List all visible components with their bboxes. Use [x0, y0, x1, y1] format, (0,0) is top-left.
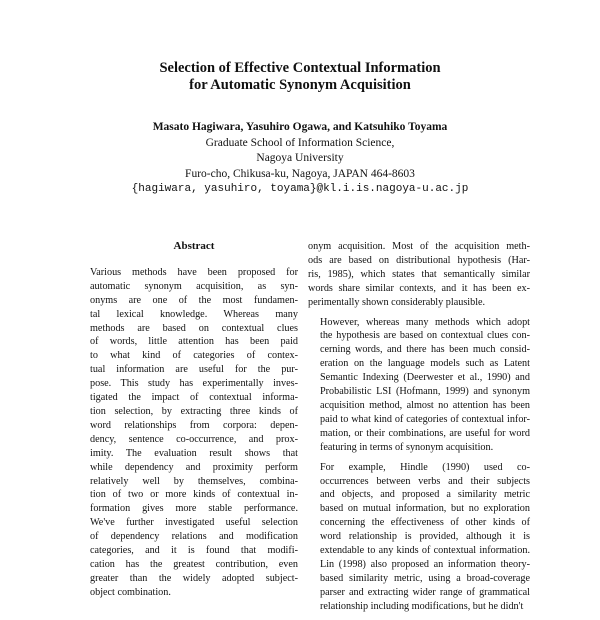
text-line: based on mutual information, but no exploration — [320, 503, 530, 515]
abstract-line: tual information are useful for the pur- — [90, 364, 298, 376]
abstract-line: while dependency and proximity perform — [90, 461, 298, 473]
abstract-line: imity. The evaluation result shows that — [90, 447, 298, 459]
abstract-line: object combination. — [90, 586, 171, 598]
text-line: mation, or their combinations, are useful for word — [320, 427, 530, 439]
text-line: words share similar contexts, and it has been ex- — [308, 282, 530, 294]
text-line: occurrences between verbs and their subjects — [320, 475, 530, 487]
text-line: extendable to any kinds of contextual information. — [320, 545, 530, 557]
text-line: For example, Hindle (1990) used co- — [320, 461, 530, 473]
abstract-line: automatic synonym acquisition, as syn- — [90, 280, 298, 292]
abstract-line: to what kind of categories of contex- — [90, 350, 298, 362]
abstract-line: greater than the widely adopted subject- — [90, 572, 298, 584]
intro-paragraph-2 — [308, 316, 530, 455]
author-block — [0, 120, 600, 198]
text-line: based similarity metric, using a broad-coverage — [320, 572, 530, 584]
abstract-line: tal lexical knowledge. Whereas many — [90, 308, 298, 320]
text-line: onym acquisition. Most of the acquisition meth- — [308, 241, 530, 252]
text-line: ods are based on distributional hypothesis (Har- — [308, 254, 530, 266]
title-line-2: for Automatic Synonym Acquisition — [189, 77, 411, 93]
text-line: and objects, and proposed a similarity metric — [320, 489, 530, 501]
intro-column — [308, 240, 530, 620]
text-line: However, whereas many methods which adopt — [320, 316, 530, 328]
text-line: Lin (1998) also proposed an information theory- — [320, 558, 530, 570]
abstract-line: tigated the impact of contextual informa- — [90, 392, 298, 404]
abstract-line: of words, little attention has been paid — [90, 336, 298, 348]
abstract-line: onyms are one of the most fundamen- — [90, 294, 298, 306]
text-line: Semantic Indexing (Deerwester et al., 1990) and — [320, 372, 530, 384]
abstract-line: tion of two or more kinds of contextual in- — [90, 489, 298, 501]
abstract-line: tion selection, by extracting three kinds of — [90, 405, 298, 417]
affiliation-line-2: Nagoya University — [256, 152, 344, 164]
text-line: concerning the effectiveness of other kinds of — [320, 517, 530, 529]
abstract-line: Various methods have been proposed for — [90, 266, 298, 278]
abstract-line: dency, sentence co-occurrence, and prox- — [90, 433, 298, 445]
text-line: relationship including modifications, but he didn't — [320, 600, 524, 612]
abstract-line: word relationships from corpora: depen- — [90, 419, 298, 431]
abstract-line: cation has the greatest contribution, even — [90, 558, 298, 570]
abstract-column — [90, 240, 298, 600]
intro-paragraph-3 — [308, 461, 530, 614]
text-line: the hypothesis are based on contextual clues con- — [320, 330, 530, 342]
abstract-line: of dependency relations and modification — [90, 531, 298, 543]
address-line: Furo-cho, Chikusa-ku, Nagoya, JAPAN 464-8603 — [185, 167, 415, 180]
text-line: acquisition method, almost no attention has been — [320, 399, 530, 411]
text-line: word relationship is provided, although it is — [320, 531, 530, 543]
abstract-line: formation gives more stable performance. — [90, 503, 298, 515]
text-line: ris, 1985), which states that semantically similar — [308, 268, 530, 280]
abstract-line: categories, and it is found that modifi- — [90, 545, 298, 557]
text-line: Probabilistic LSI (Hofmann, 1999) and synonym — [320, 386, 530, 398]
abstract-heading: Abstract — [173, 240, 215, 252]
abstract-line: pose. This study has experimentally inves- — [90, 378, 298, 390]
abstract-line: methods are based on contextual clues — [90, 322, 298, 334]
text-line: paid to what kind of categories of contextual infor- — [320, 413, 530, 425]
text-line: eration on the language models such as Latent — [320, 358, 530, 370]
text-line: cerning words, and there has been much consid- — [320, 344, 530, 356]
title-line-1: Selection of Effective Contextual Information — [159, 60, 441, 76]
author-names: Masato Hagiwara, Yasuhiro Ogawa, and Katsuhiko Toyama — [152, 121, 448, 133]
text-line: featuring in terms of synonym acquisition. — [320, 441, 494, 453]
text-line: parser and extracting wider range of grammatical — [320, 586, 530, 598]
paper-title — [0, 60, 600, 94]
affiliation-line-1: Graduate School of Information Science, — [205, 136, 395, 149]
email-line: {hagiwara, yasuhiro, toyama}@kl.i.is.nagoya-u.ac.jp — [131, 183, 469, 195]
intro-paragraph-1 — [308, 240, 530, 310]
abstract-line: We've further investigated useful selection — [90, 517, 298, 529]
text-line: perimentally shown considerably plausible. — [308, 296, 486, 308]
abstract-line: relatively well by themselves, combina- — [90, 475, 298, 487]
abstract-body — [90, 266, 298, 600]
